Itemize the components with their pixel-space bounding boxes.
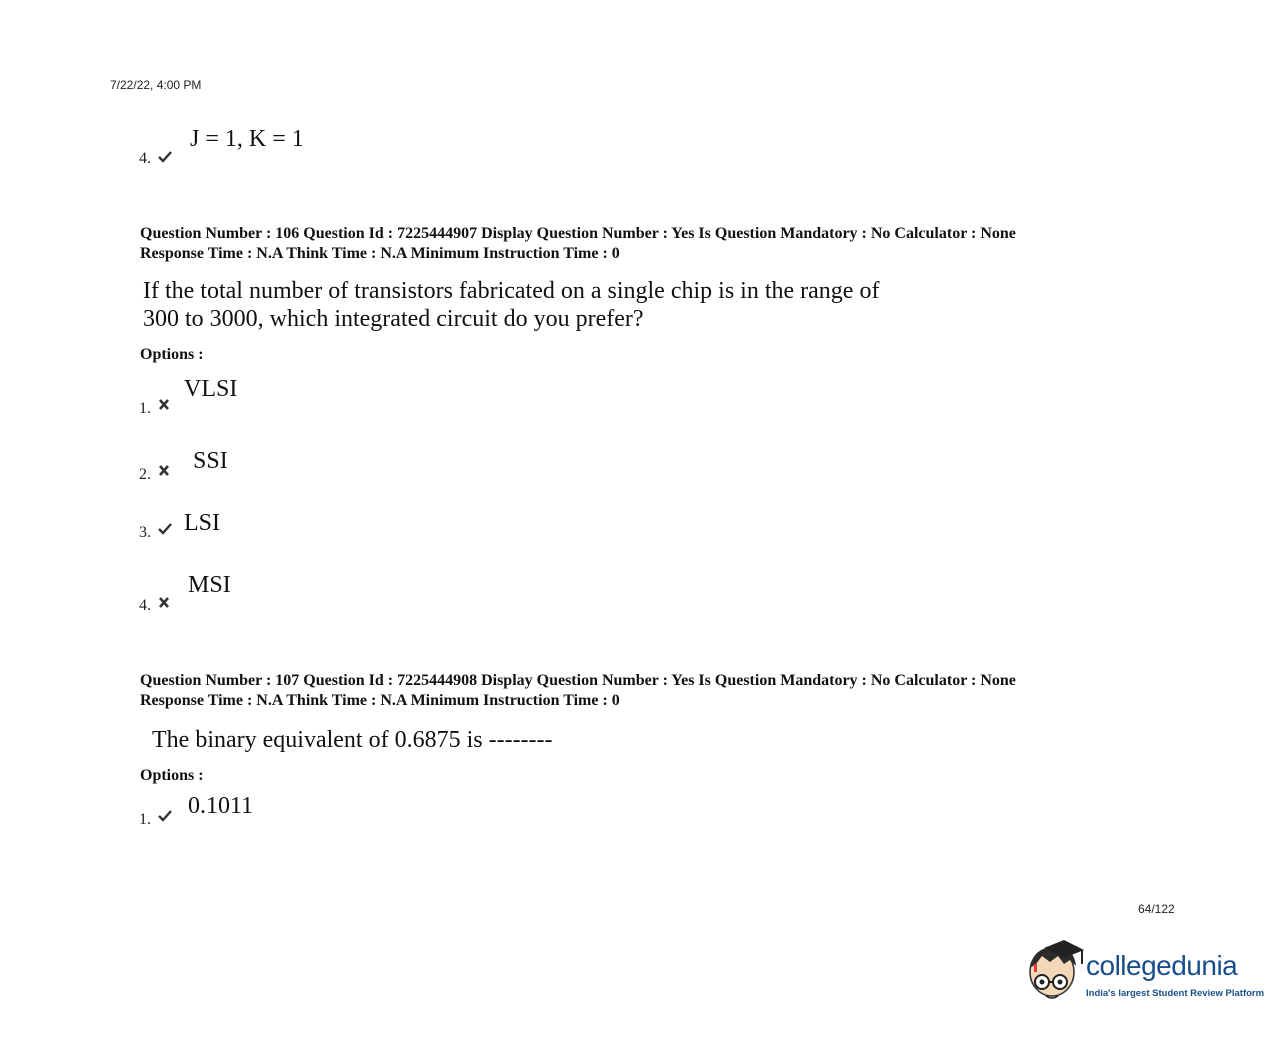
option-number: 2. [139,466,151,483]
prev-option-text: J = 1, K = 1 [190,126,304,152]
option-number: 4. [139,597,151,614]
option-number: 1. [139,811,151,828]
check-icon [157,150,173,164]
mascot-logo-icon [1024,938,1086,1008]
question-meta-line2: Response Time : N.A Think Time : N.A Minimum Instruction Time : 0 [140,245,620,262]
option-text: SSI [193,448,228,474]
cross-icon [157,398,173,412]
page-number: 64/122 [1138,902,1175,916]
option-text: MSI [188,572,231,598]
options-label: Options : [140,767,204,784]
question-meta-line2: Response Time : N.A Think Time : N.A Minimum Instruction Time : 0 [140,692,620,709]
check-icon [157,809,173,823]
question-meta-line1: Question Number : 107 Question Id : 7225444908 Display Question Number : Yes Is Question Mandatory : No Calculator : None [140,672,1016,689]
question-text-line1: The binary equivalent of 0.6875 is -------- [152,727,553,753]
option-text: LSI [184,510,220,536]
prev-option-number: 4. [139,150,151,167]
brand-name: collegedunia [1086,950,1238,981]
question-meta-line1: Question Number : 106 Question Id : 7225444907 Display Question Number : Yes Is Question Mandatory : No Calculator : None [140,225,1016,242]
question-text-line2: 300 to 3000, which integrated circuit do you prefer? [143,306,644,332]
option-text: 0.1011 [188,793,254,819]
option-number: 3. [139,524,151,541]
option-text: VLSI [184,376,238,402]
option-number: 1. [139,400,151,417]
print-timestamp: 7/22/22, 4:00 PM [110,78,202,92]
brand-tagline: India's largest Student Review Platform [1086,988,1265,999]
check-icon [157,522,173,536]
cross-icon [157,464,173,478]
question-text-line1: If the total number of transistors fabricated on a single chip is in the range of [143,278,880,304]
cross-icon [157,596,173,610]
options-label: Options : [140,346,204,363]
